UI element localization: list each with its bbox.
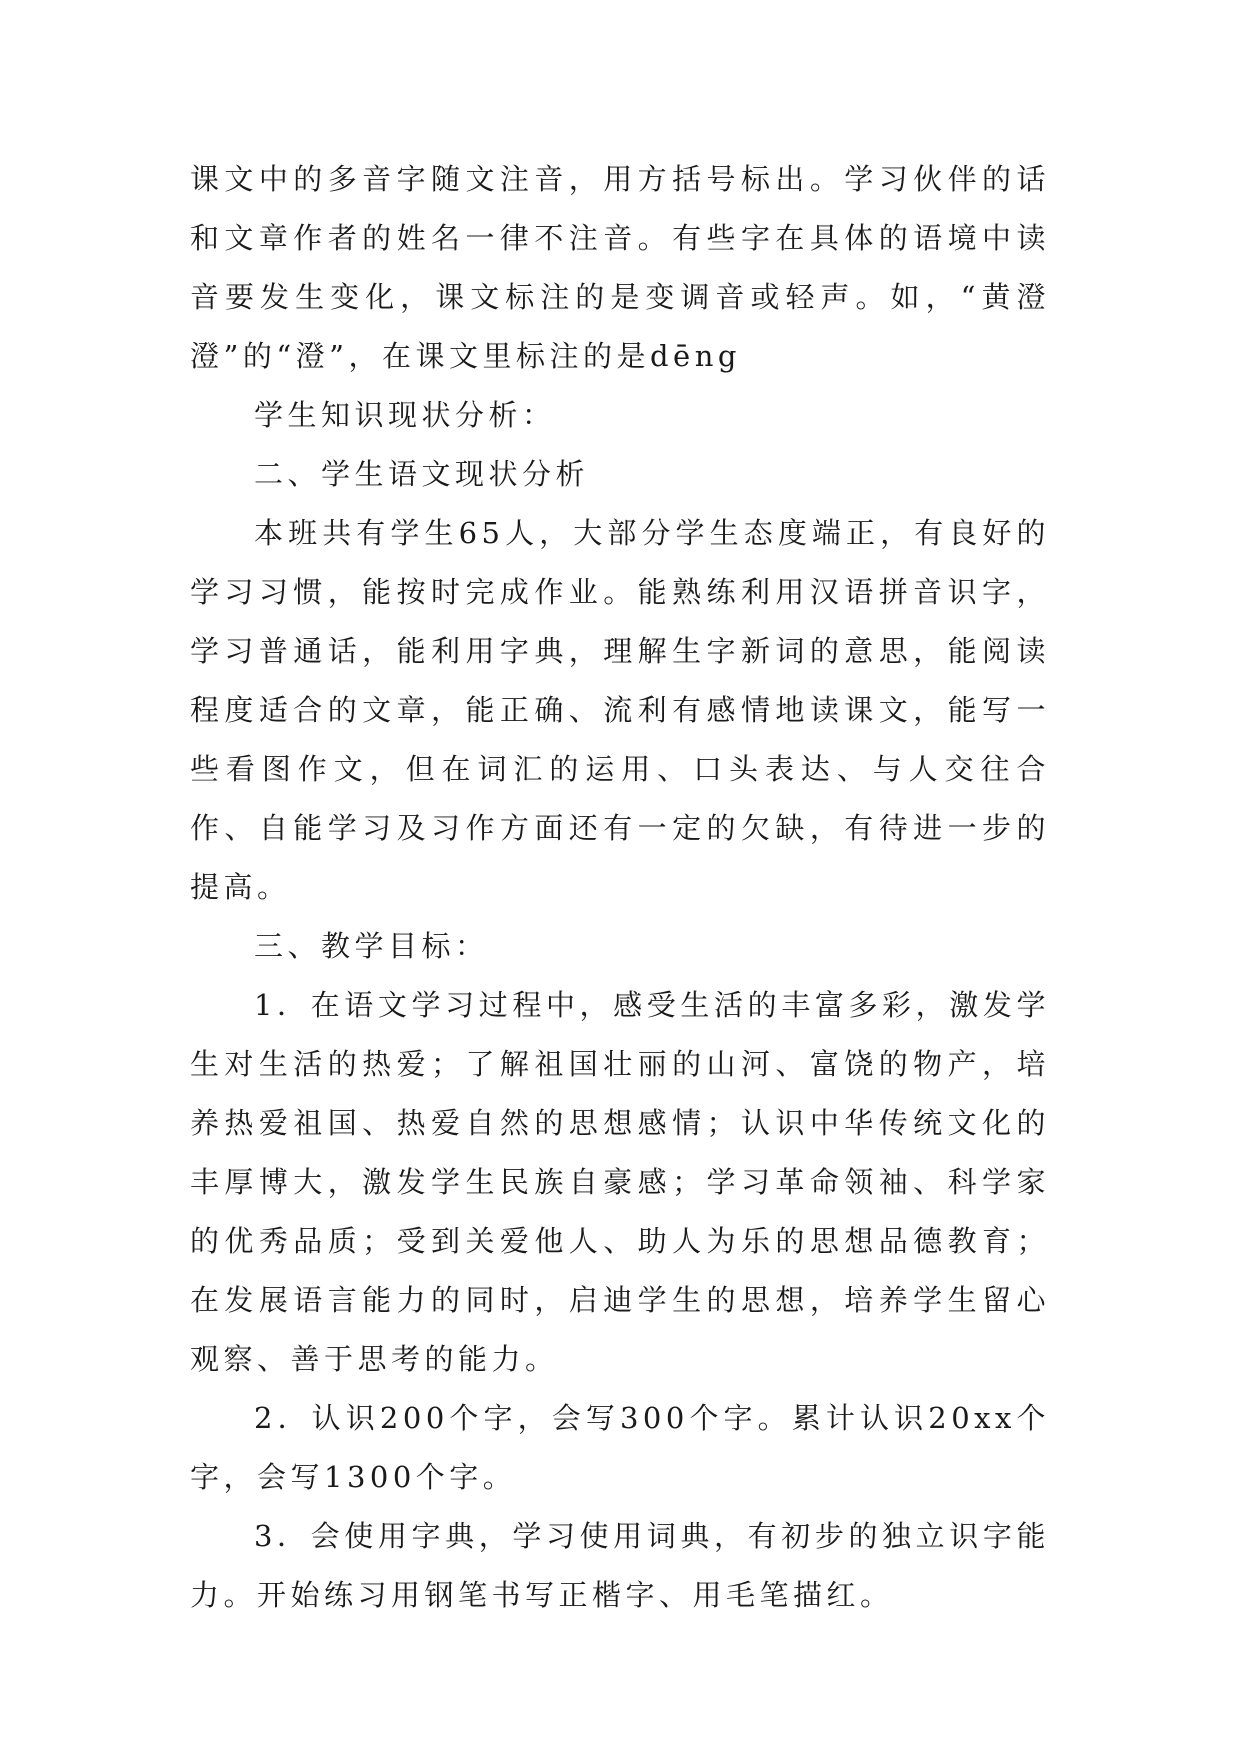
paragraph-class-situation: 本班共有学生65人，大部分学生态度端正，有良好的学习习惯，能按时完成作业。能熟练利用汉语拼音识字，学习普通话，能利用字典，理解生字新词的意思，能阅读程度适合的文章，能正确、流利有感情地读课文，能写一些看图作文，但在词汇的运用、口头表达、与人交往合作、自能学习及习作方面还有一定的欠缺，有待进一步的提高。 bbox=[190, 516, 1050, 904]
list-item-goal-1: 1．在语文学习过程中，感受生活的丰富多彩，激发学生对生活的热爱；了解祖国壮丽的山河、富饶的物产，培养热爱祖国、热爱自然的思想感情；认识中华传统文化的丰厚博大，激发学生民族自豪感；学习革命领袖、科学家的优秀品质；受到关爱他人、助人为乐的思想品德教育；在发展语言能力的同时，启迪学生的思想，培养学生留心观察、善于思考的能力。 bbox=[190, 988, 1050, 1376]
list-item-goal-2: 2．认识200个字，会写300个字。累计认识20xx个字，会写1300个字。 bbox=[190, 1401, 1050, 1494]
paragraph-polyphonic-annotation: 课文中的多音字随文注音，用方括号标出。学习伙伴的话和文章作者的姓名一律不注音。有些字在具体的语境中读音要发生变化，课文标注的是变调音或轻声。如，“黄澄澄”的“澄”，在课文里标注的是dēng bbox=[190, 162, 1050, 373]
heading-section-two: 二、学生语文现状分析 bbox=[254, 457, 590, 491]
heading-section-three: 三、教学目标： bbox=[254, 929, 489, 963]
document-page bbox=[190, 150, 1050, 1625]
list-item-goal-3: 3．会使用字典，学习使用词典，有初步的独立识字能力。开始练习用钢笔书写正楷字、用毛笔描红。 bbox=[190, 1519, 1050, 1612]
heading-student-knowledge-analysis: 学生知识现状分析： bbox=[254, 398, 556, 432]
